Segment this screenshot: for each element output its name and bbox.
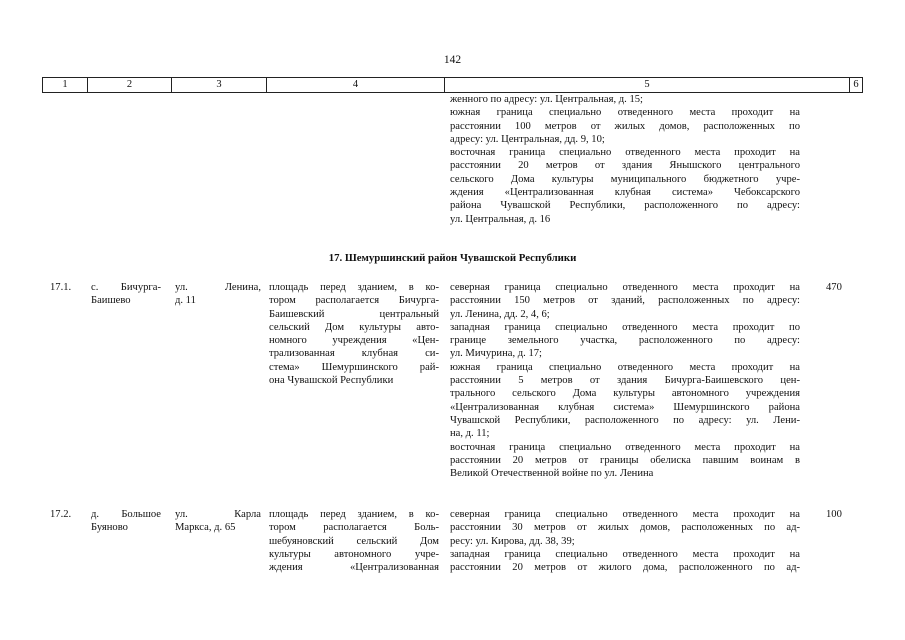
text-line: расстоянии 20 метров от границы обелиска павшим воинам в [450, 454, 800, 466]
text-line: Баишевский центральный [269, 308, 439, 320]
text-line: с. Бичурга- [91, 282, 161, 293]
text-line: расстоянии 20 метров от здания Янышского центрального [450, 160, 800, 172]
section-heading: 17. Шемуршинский район Чувашской Республики [328, 252, 577, 264]
text-line: границе земельного участка, расположенного по адресу: [450, 335, 800, 347]
text-line: расстоянии 100 метров от жилых домов, расположенных по [450, 120, 800, 132]
place-description [269, 281, 439, 387]
text-line: ждения «Централизованная [269, 562, 439, 574]
settlement-name [91, 508, 161, 535]
place-description [269, 508, 439, 574]
border-description [450, 281, 800, 480]
column-header-2: 2 [87, 78, 171, 92]
text-line: ждения «Централизованная клубная система» Чебоксарского [450, 187, 800, 199]
text-line: «Централизованная клубная система» Шемуршинского района [450, 401, 800, 413]
text-line: женного по адресу: ул. Центральная, д. 15; [450, 94, 643, 105]
text-line: на, д. 11; [450, 428, 490, 440]
text-line: ул. Ленина, [175, 282, 261, 293]
text-line: южная граница специально отведенного места проходит на [450, 107, 800, 119]
text-line: д. 11 [175, 295, 196, 307]
table-header-row [42, 77, 863, 93]
column-header-1: 1 [42, 78, 87, 92]
text-line: Буяново [91, 522, 128, 534]
text-line: сельский Дом культуры авто- [269, 321, 439, 333]
text-line: тором располагается Боль- [269, 522, 439, 534]
text-line: восточная граница специально отведенного места проходит на [450, 147, 800, 159]
text-line: расстоянии 150 метров от зданий, расположенных по адресу: [450, 295, 800, 307]
street-address [175, 281, 261, 308]
text-line: южная граница специально отведенного места проходит на [450, 361, 800, 373]
row-number: 17.1. [50, 282, 72, 293]
text-line: северная граница специально отведенного места проходит на [450, 509, 800, 520]
text-line: трализованная клубная си- [269, 348, 439, 360]
text-line: расстоянии 30 метров от жилых домов, расположенных по ад- [450, 522, 800, 534]
text-line: культуры автономного учре- [269, 548, 439, 560]
text-line: тором располагается Бичурга- [269, 295, 439, 307]
text-line: Великой Отечественной войне по ул. Ленина [450, 468, 654, 480]
text-line: западная граница специально отведенного места проходит по [450, 321, 800, 333]
column-header-4: 4 [266, 78, 444, 92]
page-number: 142 [443, 54, 462, 66]
text-line: сельского Дома культуры муниципального бюджетного учре- [450, 173, 800, 185]
text-line: Баишево [91, 295, 131, 307]
text-line: расстоянии 20 метров от жилого дома, расположенного по ад- [450, 562, 800, 574]
continuation-border-description [450, 93, 800, 226]
column-header-3: 3 [171, 78, 266, 92]
text-line: восточная граница специально отведенного места проходит на [450, 441, 800, 453]
text-line: шебуяновский сельский Дом [269, 535, 439, 547]
text-line: трального сельского Дома культуры автономного учреждения [450, 388, 800, 400]
text-line: ул. Центральная, д. 16 [450, 213, 551, 225]
text-line: ул. Карла [175, 509, 261, 520]
settlement-name [91, 281, 161, 308]
text-line: северная граница специально отведенного места проходит на [450, 282, 800, 293]
text-line: д. Большое [91, 509, 161, 520]
text-line: номного учреждения «Цен- [269, 335, 439, 347]
text-line: ул. Ленина, дд. 2, 4, 6; [450, 308, 550, 320]
text-line: адресу: ул. Центральная, дд. 9, 10; [450, 133, 605, 145]
text-line: расстоянии 5 метров от здания Бичурга-Баишевского цен- [450, 375, 800, 387]
text-line: площадь перед зданием, в ко- [269, 282, 439, 293]
row-number: 17.2. [50, 509, 72, 520]
text-line: площадь перед зданием, в ко- [269, 509, 439, 520]
text-line: она Чувашской Республики [269, 375, 394, 387]
street-address [175, 508, 261, 535]
text-line: западная граница специально отведенного места проходит на [450, 548, 800, 560]
text-line: стема» Шемуршинского рай- [269, 361, 439, 373]
text-line: ул. Мичурина, д. 17; [450, 348, 542, 360]
column-header-6: 6 [849, 78, 863, 92]
text-line: Маркса, д. 65 [175, 522, 236, 534]
text-line: ресу: ул. Кирова, дд. 38, 39; [450, 535, 575, 547]
capacity-value: 470 [826, 282, 842, 293]
column-header-5: 5 [444, 78, 849, 92]
text-line: района Чувашской Республики, расположенного по адресу: [450, 200, 800, 212]
text-line: Чувашской Республики, расположенного по адресу: ул. Лени- [450, 414, 800, 426]
capacity-value: 100 [826, 509, 842, 520]
border-description [450, 508, 800, 574]
